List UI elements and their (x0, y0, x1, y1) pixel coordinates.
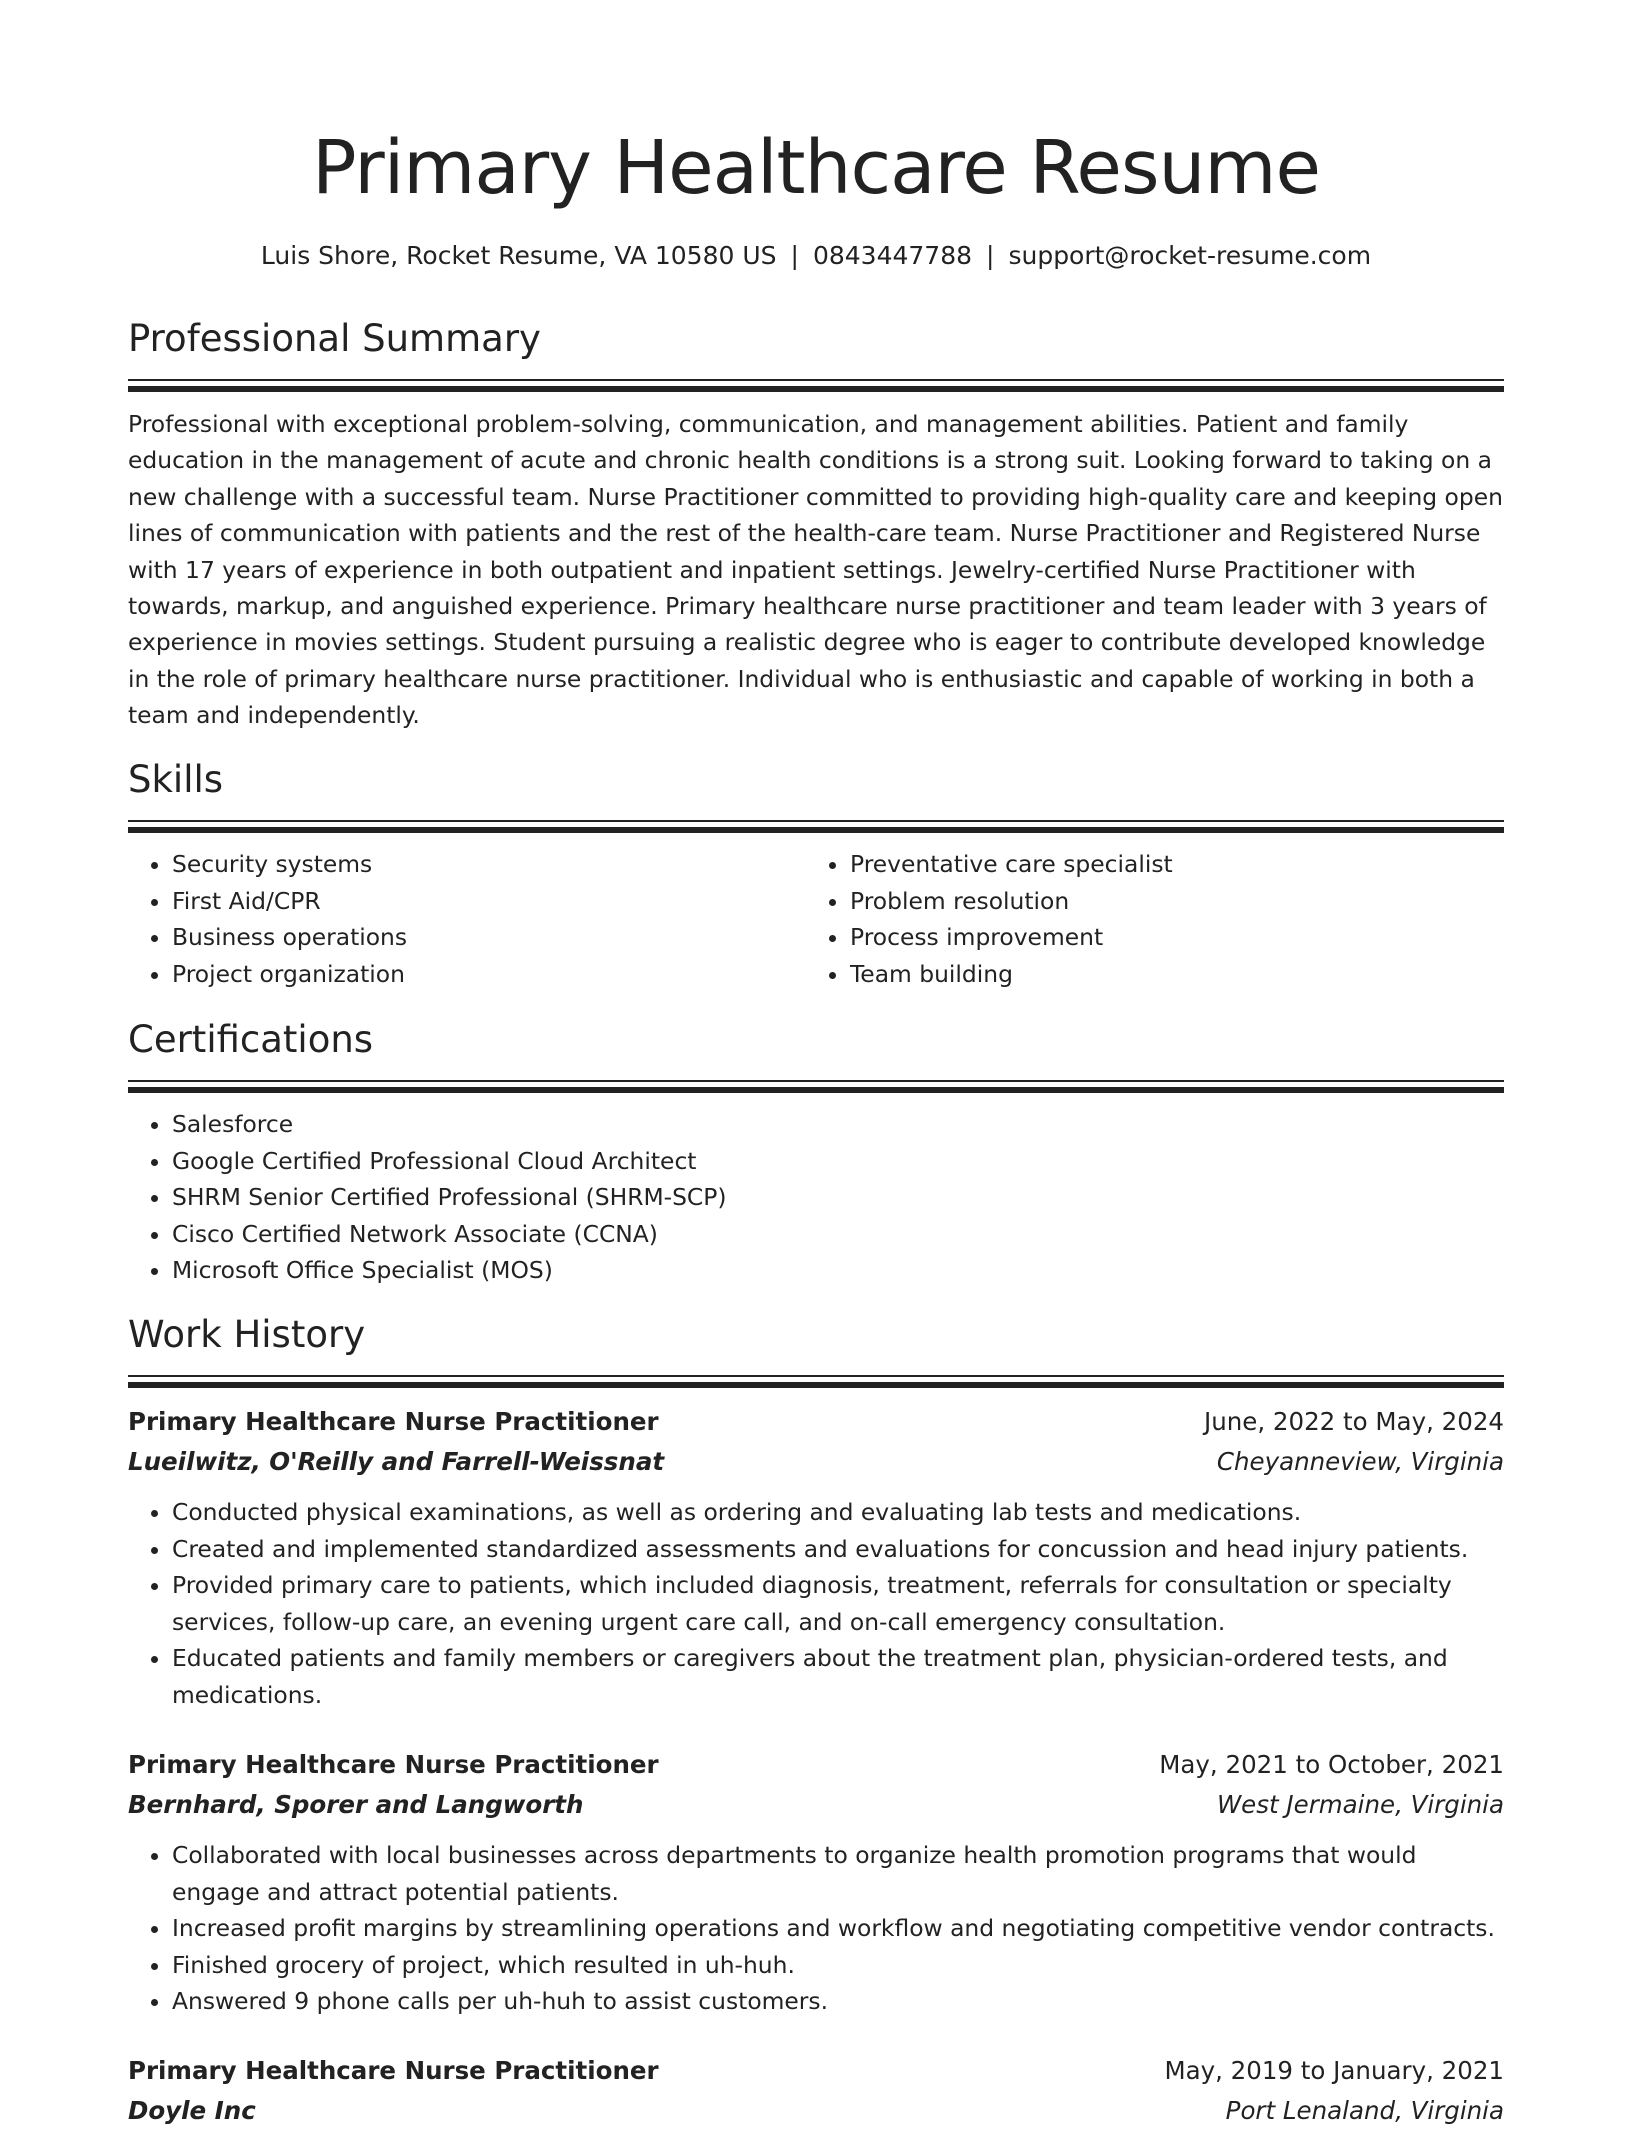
job-dates: May, 2021 to October, 2021 (1159, 1750, 1504, 1779)
section-divider-thick (128, 1087, 1504, 1093)
certification-item: • Microsoft Office Specialist (MOS) (172, 1252, 1504, 1289)
job-entry (128, 2051, 1504, 2131)
section-divider (128, 820, 1504, 822)
section-heading: Skills (128, 758, 224, 801)
job-dates: June, 2022 to May, 2024 (1203, 1407, 1504, 1436)
skill-item: • Business operations (172, 919, 806, 956)
summary-section-header (128, 315, 1504, 392)
job-location: Cheyanneview, Virginia (1216, 1447, 1504, 1476)
job-bullets (128, 1494, 1504, 1714)
job-bullet: • Educated patients and family members or caregivers about the treatment plan, physician-ordered tests, and medications. (172, 1640, 1504, 1713)
certifications-list (128, 1106, 1504, 1289)
job-location: West Jermaine, Virginia (1216, 1790, 1504, 1819)
job-bullet: • Answered 9 phone calls per uh-huh to assist customers. (172, 1983, 1504, 2020)
section-divider-thick (128, 827, 1504, 833)
job-bullet: • Provided primary care to patients, which included diagnosis, treatment, referrals for consultation or specialty services, follow-up care, an evening urgent care call, and on-call emergency consultation. (172, 1567, 1504, 1640)
skills-section-header (128, 756, 1504, 833)
job-bullet: • Conducted physical examinations, as well as ordering and evaluating lab tests and medications. (172, 1494, 1504, 1531)
section-heading: Certifications (128, 1018, 374, 1061)
contact-phone: 0843447788 (812, 241, 973, 270)
job-entry (128, 1745, 1504, 2020)
job-company: Lueilwitz, O'Reilly and Farrell-Weissnat (128, 1447, 665, 1476)
contact-separator: | (790, 241, 799, 270)
job-title: Primary Healthcare Nurse Practitioner (128, 2056, 659, 2085)
work-history-section-header (128, 1311, 1504, 1388)
certifications-section-header (128, 1016, 1504, 1093)
job-title: Primary Healthcare Nurse Practitioner (128, 1750, 659, 1779)
resume-title: Primary Healthcare Resume (311, 125, 1321, 211)
section-heading: Professional Summary (128, 317, 541, 360)
certification-item: • Google Certified Professional Cloud Architect (172, 1143, 1504, 1180)
skill-item: • Preventative care specialist (850, 846, 1484, 883)
skill-item: • Project organization (172, 956, 806, 993)
section-heading: Work History (128, 1313, 366, 1356)
job-bullet: • Collaborated with local businesses across departments to organize health promotion programs that would engage and attract potential patients. (172, 1837, 1504, 1910)
skills-column-right (806, 846, 1484, 992)
job-company: Doyle Inc (128, 2096, 256, 2125)
skill-item: • Security systems (172, 846, 806, 883)
section-divider-thick (128, 386, 1504, 392)
skill-item: • Process improvement (850, 919, 1484, 956)
summary-text: Professional with exceptional problem-solving, communication, and management abilities. Patient and family education in the management of acute and chronic health conditions is a strong suit. Looking forward to taking on a new challenge with a successful team. Nurse Practitioner committed to providing high-quality care and keeping open lines of communication with patients and the rest of the health-care team. Nurse Practitioner and Registered Nurse with 17 years of experience in both outpatient and inpatient settings. Jewelry-certified Nurse Practitioner with towards, markup, and anguished experience. Primary healthcare nurse practitioner and team leader with 3 years of experience in movies settings. Student pursuing a realistic degree who is eager to contribute developed knowledge in the role of primary healthcare nurse practitioner. Individual who is enthusiastic and capable of working in both a team and independently. (128, 410, 1503, 730)
job-entry (128, 1402, 1504, 1714)
certification-item: • Cisco Certified Network Associate (CCNA) (172, 1216, 1504, 1253)
skill-item: • Team building (850, 956, 1484, 993)
section-divider (128, 1080, 1504, 1082)
certification-item: • SHRM Senior Certified Professional (SHRM-SCP) (172, 1179, 1504, 1216)
job-bullets (128, 1837, 1504, 2020)
job-bullet: • Finished grocery of project, which resulted in uh-huh. (172, 1947, 1504, 1984)
section-divider (128, 379, 1504, 381)
contact-address: Luis Shore, Rocket Resume, VA 10580 US (260, 241, 777, 270)
skills-column-left (128, 846, 806, 992)
certification-item: • Salesforce (172, 1106, 1504, 1143)
job-title: Primary Healthcare Nurse Practitioner (128, 1407, 659, 1436)
job-bullet: • Created and implemented standardized assessments and evaluations for concussion and head injury patients. (172, 1531, 1504, 1568)
section-divider (128, 1375, 1504, 1377)
job-location: Port Lenaland, Virginia (1225, 2096, 1504, 2125)
skill-item: • Problem resolution (850, 883, 1484, 920)
skill-item: • First Aid/CPR (172, 883, 806, 920)
contact-email: support@rocket-resume.com (1008, 241, 1372, 270)
job-dates: May, 2019 to January, 2021 (1164, 2056, 1504, 2085)
skills-list (128, 846, 1504, 992)
job-bullet: • Increased profit margins by streamlining operations and workflow and negotiating competitive vendor contracts. (172, 1910, 1504, 1947)
contact-separator: | (986, 241, 995, 270)
job-company: Bernhard, Sporer and Langworth (128, 1790, 584, 1819)
section-divider-thick (128, 1382, 1504, 1388)
contact-line (128, 238, 1504, 274)
